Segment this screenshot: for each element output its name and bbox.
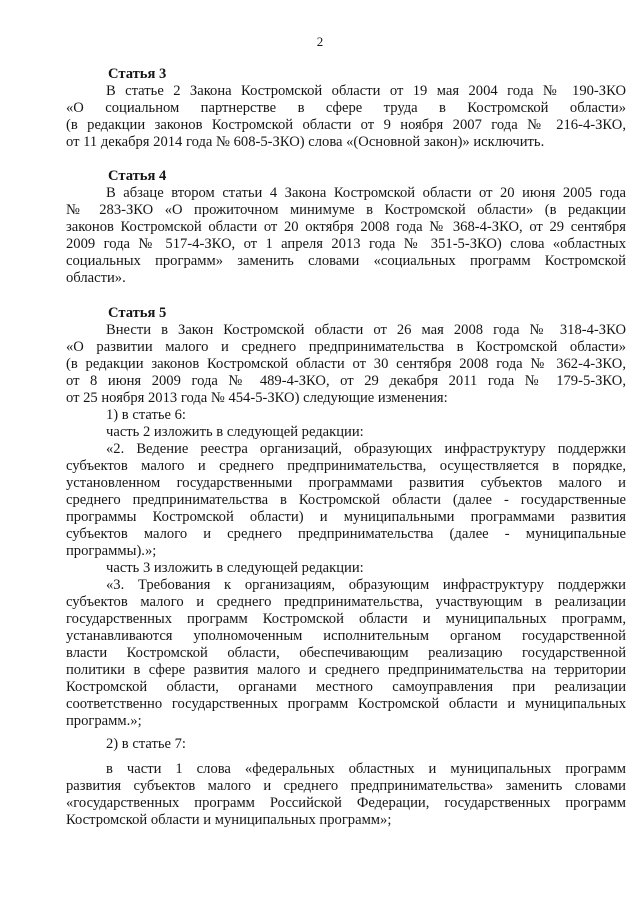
article-5-intro-line: Внести в Закон Костромской области от 26 мая 2008 года № 318-4-ЗКО xyxy=(106,322,626,338)
article-4-heading: Статья 4 xyxy=(108,168,167,184)
part-2-quote-line: субъектов малого и среднего предпринимательства, осуществляется в порядке, xyxy=(66,458,626,474)
article-5-intro-line: от 25 ноября 2013 года № 454-5-ЗКО) следующие изменения: xyxy=(66,390,448,406)
part-3-quote-line: Костромской области, органами местного самоуправления при реализации xyxy=(66,679,626,695)
article-5-intro-line: от 8 июня 2009 года № 489-4-ЗКО, от 29 декабря 2011 года № 179-5-ЗКО, xyxy=(66,373,626,389)
part-3-quote-line: соответственно государственных программ Костромской области и муниципальных xyxy=(66,696,626,712)
part-3-quote-line: власти Костромской области, обеспечивающим реализацию государственной xyxy=(66,645,626,661)
article-4-line: законов Костромской области от 20 октября 2008 года № 368-4-ЗКО, от 29 сентября xyxy=(66,219,626,235)
item-1-label: 1) в статье 6: xyxy=(106,407,186,423)
article-3-line: от 11 декабря 2014 года № 608-5-ЗКО) слова «(Основной закон)» исключить. xyxy=(66,134,545,150)
article-4-line: области». xyxy=(66,270,126,286)
part-3-quote-line: политики в сфере развития малого и среднего предпринимательства на территории xyxy=(66,662,626,678)
item-2-line: «государственных программ Российской Федерации, государственных программ xyxy=(66,795,626,811)
item-2-line: развития субъектов малого и среднего предпринимательства» заменить словами xyxy=(66,778,626,794)
item-2-line: Костромской области и муниципальных программ»; xyxy=(66,812,392,828)
article-4-line: социальных программ» заменить словами «социальных программ Костромской xyxy=(66,253,626,269)
article-3-heading: Статья 3 xyxy=(108,66,167,82)
part-3-quote-line: субъектов малого и среднего предпринимательства, участвующим в реализации xyxy=(66,594,626,610)
article-4-line: 2009 года № 517-4-ЗКО, от 1 апреля 2013 года № 351-5-ЗКО) слова «областных xyxy=(66,236,626,252)
part-3-quote-line: устанавливаются уполномоченным исполнительным органом государственной xyxy=(66,628,626,644)
part-3-intro: часть 3 изложить в следующей редакции: xyxy=(106,560,364,576)
article-4-line: В абзаце втором статьи 4 Закона Костромской области от 20 июня 2005 года xyxy=(106,185,626,201)
article-5-intro-line: (в редакции законов Костромской области от 30 сентября 2008 года № 362-4-ЗКО, xyxy=(66,356,626,372)
article-3-line: (в редакции законов Костромской области от 9 ноября 2007 года № 216-4-ЗКО, xyxy=(66,117,626,133)
article-3-line: «О социальном партнерстве в сфере труда в Костромской области» xyxy=(66,100,626,116)
part-2-quote-line: среднего предпринимательства в Костромской области (далее - государственные xyxy=(66,492,626,508)
part-2-quote-line: программы).»; xyxy=(66,543,157,559)
part-2-quote-line: «2. Ведение реестра организаций, образующих инфраструктуру поддержки xyxy=(106,441,626,457)
part-2-intro: часть 2 изложить в следующей редакции: xyxy=(106,424,364,440)
part-3-quote-line: государственных программ Костромской области и муниципальных программ, xyxy=(66,611,626,627)
article-5-heading: Статья 5 xyxy=(108,305,167,321)
article-4-line: № 283-ЗКО «О прожиточном минимуме в Костромской области» (в редакции xyxy=(66,202,626,218)
part-3-quote-line: программ.»; xyxy=(66,713,142,729)
part-2-quote-line: установленном государственными программами развития субъектов малого и xyxy=(66,475,626,491)
page-number: 2 xyxy=(316,34,324,49)
part-2-quote-line: программы Костромской области) и муниципальными программами развития xyxy=(66,509,626,525)
item-2-label: 2) в статье 7: xyxy=(106,736,186,752)
article-5-intro-line: «О развитии малого и среднего предпринимательства в Костромской области» xyxy=(66,339,626,355)
part-3-quote-line: «3. Требования к организациям, образующим инфраструктуру поддержки xyxy=(106,577,626,593)
item-2-line: в части 1 слова «федеральных областных и муниципальных программ xyxy=(106,761,626,777)
part-2-quote-line: субъектов малого и среднего предпринимательства (далее - муниципальные xyxy=(66,526,626,542)
article-3-line: В статье 2 Закона Костромской области от 19 мая 2004 года № 190-ЗКО xyxy=(106,83,626,99)
